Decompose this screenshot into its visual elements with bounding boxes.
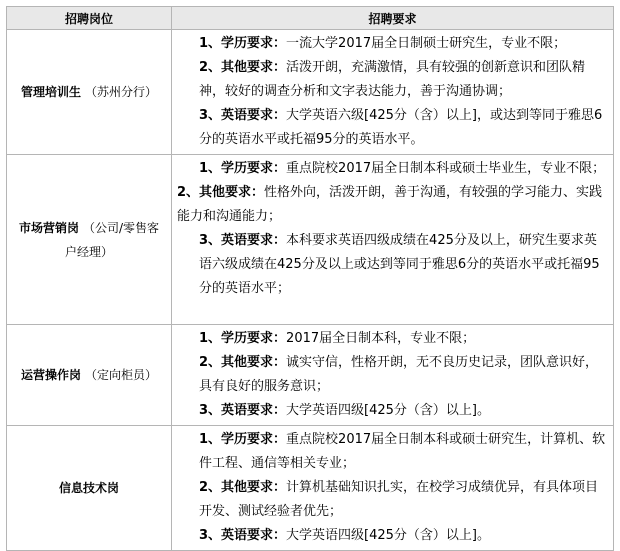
requirements-cell (172, 30, 614, 155)
requirement-item (177, 32, 607, 56)
position-cell (7, 426, 172, 551)
table-row (7, 30, 614, 155)
requirement-label: 2、其他要求： (199, 355, 287, 370)
recruitment-table (6, 6, 614, 551)
requirements-cell (172, 155, 614, 325)
header-requirements: 招聘要求 (172, 7, 614, 30)
requirements-cell (172, 325, 614, 426)
requirement-label: 3、英语要求： (199, 233, 287, 248)
requirement-item (177, 104, 607, 152)
header-position: 招聘岗位 (7, 7, 172, 30)
requirement-label: 3、英语要求： (199, 528, 287, 543)
requirement-item (177, 56, 607, 104)
requirement-label: 3、英语要求： (199, 403, 287, 418)
position-cell (7, 30, 172, 155)
requirement-item (177, 399, 607, 423)
requirement-text: 2017届全日制本科，专业不限； (286, 331, 476, 346)
requirement-label: 2、其他要求： (177, 185, 265, 200)
requirement-label: 1、学历要求： (199, 331, 287, 346)
table-header-row (7, 7, 614, 30)
requirement-label: 3、英语要求： (199, 108, 287, 123)
requirement-label: 2、其他要求： (199, 480, 287, 495)
position-note: （公司/零售客户经理） (64, 220, 160, 259)
position-name: 信息技术岗 (58, 481, 119, 495)
requirement-text: 诚实守信，性格开朗，无不良历史记录，团队意识好，具有良好的服务意识； (199, 355, 599, 394)
requirement-label: 1、学历要求： (199, 432, 287, 447)
requirement-text: 重点院校2017届全日制本科或硕士毕业生，专业不限； (286, 161, 606, 176)
table-row (7, 155, 614, 325)
table-row (7, 325, 614, 426)
position-name: 市场营销岗 (18, 220, 79, 235)
position-cell (7, 155, 172, 325)
requirement-item (177, 327, 607, 351)
requirements-cell (172, 426, 614, 551)
requirement-text: 本科要求英语四级成绩在425分及以上，研究生要求英语六级成绩在425分及以上或达到等同于雅思6分的英语水平或托福95分的英语水平； (199, 233, 600, 296)
requirement-item (177, 351, 607, 399)
position-cell (7, 325, 172, 426)
requirement-item (177, 229, 607, 301)
requirement-text: 一流大学2017届全日制硕士研究生，专业不限； (286, 36, 567, 51)
position-note: （定向柜员） (85, 368, 158, 382)
position-note: （苏州分行） (85, 85, 158, 99)
requirement-item (177, 524, 607, 548)
requirement-text: 大学英语四级[425分（含）以上]。 (286, 528, 491, 543)
table-row (7, 426, 614, 551)
requirement-text: 大学英语六级[425分（含）以上]，或达到等同于雅思6分的英语水平或托福95分的英语水平。 (199, 108, 603, 147)
requirement-text: 重点院校2017届全日制本科或硕士研究生，计算机、软件工程、通信等相关专业； (199, 432, 606, 471)
position-name: 管理培训生 (20, 85, 81, 99)
requirement-label: 1、学历要求： (199, 161, 287, 176)
requirement-item (177, 157, 607, 181)
position-name: 运营操作岗 (20, 368, 81, 382)
requirement-text: 活泼开朗，充满激情，具有较强的创新意识和团队精神，较好的调查分析和文字表达能力，善于沟通协调； (199, 60, 586, 99)
requirement-item (177, 428, 607, 476)
requirement-label: 2、其他要求： (199, 60, 287, 75)
requirement-text: 计算机基础知识扎实，在校学习成绩优异，有具体项目开发、测试经验者优先； (199, 480, 599, 519)
requirement-text: 大学英语四级[425分（含）以上]。 (286, 403, 491, 418)
requirement-text: 性格外向，活泼开朗，善于沟通，有较强的学习能力、实践能力和沟通能力； (177, 185, 603, 224)
requirement-item (177, 181, 607, 229)
requirement-item (177, 476, 607, 524)
requirement-label: 1、学历要求： (199, 36, 287, 51)
